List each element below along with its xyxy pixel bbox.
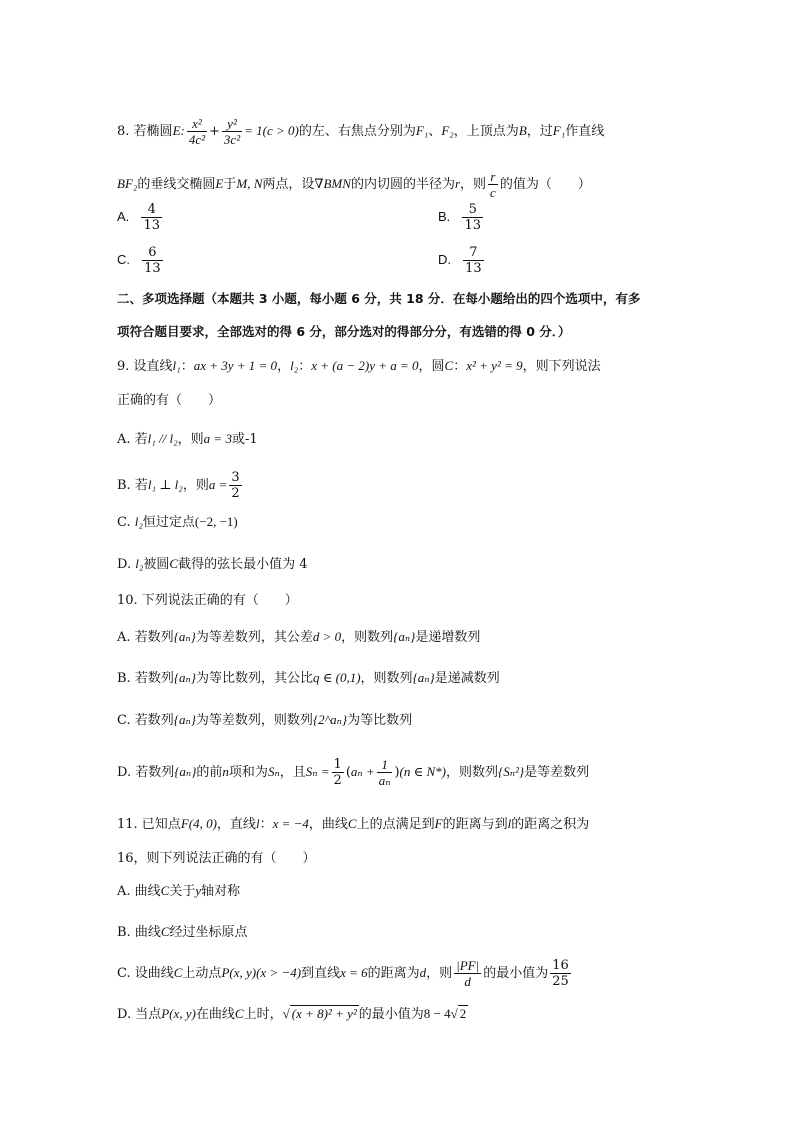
q8-option-a: A. $\frac{4}{13}$ [117,202,160,233]
q10-option-a: A. 若数列{aₙ}为等差数列，其公差d > 0，则数列{aₙ}是递增数列 [117,629,481,645]
q8-option-b: B. $\frac{5}{13}$ [438,202,481,233]
q9-line1: 9. 设直线l₁：ax + 3y + 1 = 0，l₂：x + (a − 2)y + a = 0，圆C：x² + y² = 9，则下列说法 [117,358,601,374]
r-over-c: $\frac{r}{c}$ [490,169,496,200]
q9-option-b: B. 若l₁ ⊥ l₂，则a = $\frac{3}{2}$ [117,470,240,501]
section2-heading-line2: 项符合题目要求，全部选对的得 6 分，部分选对的得部分分，有选错的得 0 分．） [117,324,571,339]
q8-number: 8. [117,124,130,139]
q11-option-b: B. 曲线C经过坐标原点 [117,924,248,940]
q10-option-c: C. 若数列{aₙ}为等差数列，则数列{2^aₙ}为等比数列 [117,712,413,728]
sqrt-expr: √ (x + 8)² + y² [282,1006,357,1021]
ellipse-frac-2: $\frac{\text{y²}}{\text{3c²}}$ [223,116,241,147]
q9-option-c: C. l₂恒过定点(−2, −1) [117,514,238,530]
q8-option-d: D. $\frac{7}{13}$ [438,245,482,276]
ellipse-frac-1: $\frac{\text{x²}}{\text{4c²}}$ [188,116,206,147]
q8-line2: BF₂的垂线交椭圆E于M, N两点，设∇BMN的内切圆的半径为r，则 $\frac{r}{c}$ 的值为（ ） [117,169,591,200]
q11-line1: 11. 已知点F(4, 0)，直线l：x = −4，曲线C上的点满足到F的距离与到l的距离之积为 [117,816,590,832]
q11-option-a: A. 曲线C关于y轴对称 [117,883,241,899]
q9-option-a: A. 若l₁ // l₂，则a = 3或-1 [117,431,258,447]
q9-line2: 正确的有（ ） [117,393,222,408]
q11-option-d: D. 当点P(x, y)在曲线C上时，√ (x + 8)² + y² 的最小值为8 − 4√ 2 [117,1006,467,1022]
q10-stem: 10. 下列说法正确的有（ ） [117,593,298,608]
q11-line2: 16，则下列说法正确的有（ ） [117,851,316,866]
q8-option-c: C. $\frac{6}{13}$ [117,245,161,276]
q10-option-d: D. 若数列{aₙ}的前n项和为Sₙ，且Sₙ = $\frac{1}{2}$ (aₙ + $\frac{1}{\text{aₙ}}$ )(n ∈ N*)，则数列{Sₙ²}是等差数列 [117,757,590,788]
q8-line1: 8. 若椭圆E: $\frac{\text{x²}}{\text{4c²}}$ + $\frac{\text{y²}}{\text{3c²}}$ = 1(c > 0)的左、右焦点分别为F₁、F₂，上顶点为B，过F₁作直线 [117,116,605,147]
q11-option-c: C. 设曲线C上动点P(x, y)(x > −4)到直线x = 6的距离为d，则 $\frac{|PF|}{d}$ 的最小值为 $\frac{16}{25}$ [117,958,569,989]
q10-option-b: B. 若数列{aₙ}为等比数列，其公比q ∈ (0,1)，则数列{aₙ}是递减数列 [117,670,500,686]
q9-option-d: D. l₂被圆C截得的弦长最小值为 4 [117,556,308,572]
section2-heading-line1: 二、多项选择题（本题共 3 小题，每小题 6 分，共 18 分．在每小题给出的四个选项中，有多 [117,291,641,306]
